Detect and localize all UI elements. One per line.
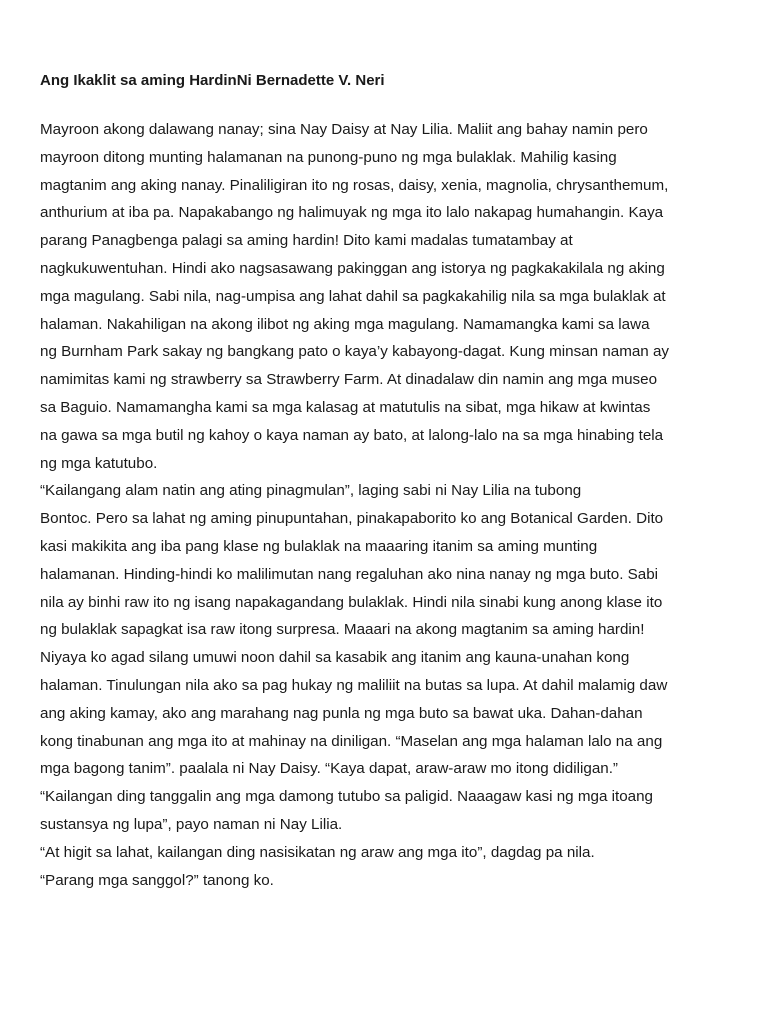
text-line: “Kailangan ding tanggalin ang mga damong tutubo sa paligid. Naaagaw kasi ng mga itoang	[40, 788, 653, 806]
text-line: anthurium at iba pa. Napakabango ng halimuyak ng mga ito lalo nakapag humahangin. Kaya	[40, 204, 664, 222]
text-line: mayroon ditong munting halamanan na punong-puno ng mga bulaklak. Mahilig kasing	[40, 148, 617, 166]
text-line: mga bagong tanim”. paalala ni Nay Daisy. “Kaya dapat, araw-araw mo itong didiligan.”	[40, 760, 618, 778]
text-line: sustansya ng lupa”, payo naman ni Nay Lilia.	[40, 815, 343, 833]
text-line: parang Panagbenga palagi sa aming hardin! Dito kami madalas tumatambay at	[40, 232, 573, 250]
text-line: halamanan. Hinding-hindi ko malilimutan nang regaluhan ako nina nanay ng mga buto. Sabi	[40, 565, 659, 583]
text-line: “At higit sa lahat, kailangan ding nasisikatan ng araw ang mga ito”, dagdag pa nila.	[40, 843, 595, 861]
text-line: halaman. Tinulungan nila ako sa pag hukay ng maliliit na butas sa lupa. At dahil malamig daw	[40, 676, 668, 694]
text-line: ng bulaklak sapagkat isa raw itong surpresa. Maaari na akong magtanim sa aming hardin!	[40, 621, 645, 639]
text-line: ng Burnham Park sakay ng bangkang pato o kaya’y kabayong-dagat. Kung minsan naman ay	[40, 343, 669, 361]
text-line: nila ay binhi raw ito ng isang napakagandang bulaklak. Hindi nila sinabi kung anong klase ito	[40, 593, 663, 611]
text-line: Mayroon akong dalawang nanay; sina Nay Daisy at Nay Lilia. Maliit ang bahay namin pero	[40, 121, 648, 138]
text-line: mga magulang. Sabi nila, nag-umpisa ang lahat dahil sa pagkakahilig nila sa mga bulaklak at	[40, 287, 666, 305]
text-line: na gawa sa mga butil ng kahoy o kaya naman ay bato, at lalong-lalo na sa mga hinabing tela	[40, 426, 664, 444]
text-line: “Parang mga sanggol?” tanong ko.	[40, 871, 274, 889]
text-line: nagkukuwentuhan. Hindi ako nagsasawang pakinggan ang istorya ng pagkakakilala ng aking	[40, 259, 665, 277]
text-line: halaman. Nakahiligan na akong ilibot ng aking mga magulang. Namamangka kami sa lawa	[40, 315, 650, 333]
text-line: Niyaya ko agad silang umuwi noon dahil sa kasabik ang itanim ang kauna-unahan kong	[40, 649, 630, 667]
text-line: sa Baguio. Namamangha kami sa mga kalasag at matutulis na sibat, mga hikaw at kwintas	[40, 398, 651, 416]
text-line: Bontoc. Pero sa lahat ng aming pinupuntahan, pinakapaborito ko ang Botanical Garden. Dito	[40, 510, 664, 528]
text-line: kong tinabunan ang mga ito at mahinay na diniligan. “Maselan ang mga halaman lalo na ang	[40, 732, 663, 750]
text-line: ng mga katutubo.	[40, 454, 158, 472]
text-line: “Kailangang alam natin ang ating pinagmulan”, laging sabi ni Nay Lilia na tubong	[40, 482, 582, 500]
text-line: kasi makikita ang iba pang klase ng bulaklak na maaaring itanim sa aming munting	[40, 537, 598, 555]
text-line: magtanim ang aking nanay. Pinaliligiran ito ng rosas, daisy, xenia, magnolia, chrysanthemum,	[40, 176, 669, 194]
document-title: Ang Ikaklit sa aming HardinNi Bernadette V. Neri	[40, 72, 385, 89]
document-body	[40, 116, 738, 894]
text-line: namimitas kami ng strawberry sa Strawberry Farm. At dinadalaw din namin ang mga museo	[40, 371, 658, 389]
text-line: ang aking kamay, ako ang marahang nag punla ng mga buto sa bawat uka. Dahan-dahan	[40, 704, 643, 722]
